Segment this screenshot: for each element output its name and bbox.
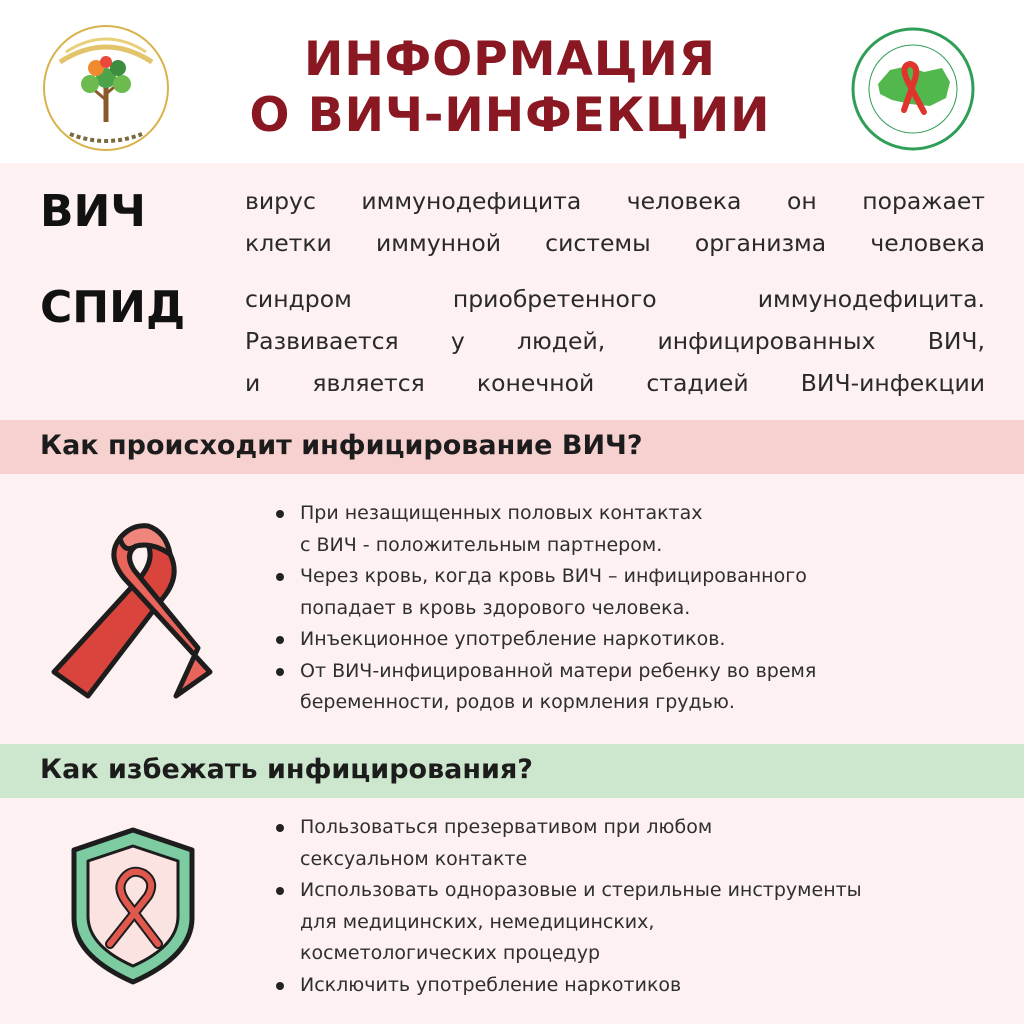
definition-aids-line: Развивается у людей, инфицированных ВИЧ, <box>245 327 985 355</box>
list-item <box>270 812 1010 875</box>
list-item-text: косметологических процедур <box>300 942 601 964</box>
definition-aids <box>245 278 985 404</box>
definition-hiv-line: вирус иммунодефицита человека он поражает <box>245 187 985 215</box>
list-item <box>270 624 980 656</box>
list-item <box>270 656 980 719</box>
list-item-text: сексуальном контакте <box>300 847 528 870</box>
definition-hiv-line: клетки иммунной системы организма человека <box>245 229 985 257</box>
list-item-text: Пользоваться презервативом при любом <box>300 816 713 838</box>
list-item <box>270 498 980 561</box>
list-item <box>270 970 1010 1002</box>
red-ribbon-icon <box>48 518 216 702</box>
bullet-dot-icon <box>276 824 284 832</box>
section-title-avoid: Как избежать инфицирования? <box>40 754 533 785</box>
list-item-text: для медицинских, немедицинских, <box>300 910 655 933</box>
list-item-text: с ВИЧ - положительным партнером. <box>300 533 663 556</box>
tree-emblem-icon <box>40 22 172 154</box>
list-item-text: Использовать одноразовые и стерильные инструменты <box>300 879 862 901</box>
page-title-line2: О ВИЧ-ИНФЕКЦИИ <box>249 88 771 143</box>
bullet-dot-icon <box>276 887 284 895</box>
red-ribbon-map-emblem-icon <box>850 26 976 152</box>
header <box>0 0 1024 163</box>
section-heading-how <box>0 420 1024 474</box>
list-item-text: От ВИЧ-инфицированной матери ребенку во время <box>300 659 817 682</box>
bullet-dot-icon <box>276 636 284 644</box>
list-item-text: Инъекционное употребление наркотиков. <box>300 628 726 650</box>
bullet-dot-icon <box>276 668 284 676</box>
definition-hiv <box>245 180 985 264</box>
section-heading-avoid <box>0 744 1024 798</box>
list-item-text: Через кровь, когда кровь ВИЧ – инфицированного <box>300 565 807 587</box>
term-aids: СПИД <box>40 282 186 333</box>
bullet-dot-icon <box>276 510 284 518</box>
list-item-text: При незащищенных половых контактах <box>300 502 703 524</box>
term-hiv: ВИЧ <box>40 186 146 237</box>
page-title-line1: ИНФОРМАЦИЯ <box>304 32 716 87</box>
list-item-text: попадает в кровь здорового человека. <box>300 596 691 619</box>
definition-aids-line: и является конечной стадией ВИЧ-инфекции <box>245 369 985 397</box>
list-item-text: беременности, родов и кормления грудью. <box>300 691 735 713</box>
definition-aids-line: синдром приобретенного иммунодефицита. <box>245 285 985 313</box>
list-item <box>270 875 1010 970</box>
list-item-text: Исключить употребление наркотиков <box>300 973 682 996</box>
shield-ribbon-icon <box>68 826 198 986</box>
bullet-dot-icon <box>276 573 284 581</box>
list-item <box>270 561 980 624</box>
avoid-list <box>270 812 1010 1001</box>
how-list <box>270 498 980 719</box>
bullet-dot-icon <box>276 982 284 990</box>
section-title-how: Как происходит инфицирование ВИЧ? <box>40 430 643 461</box>
